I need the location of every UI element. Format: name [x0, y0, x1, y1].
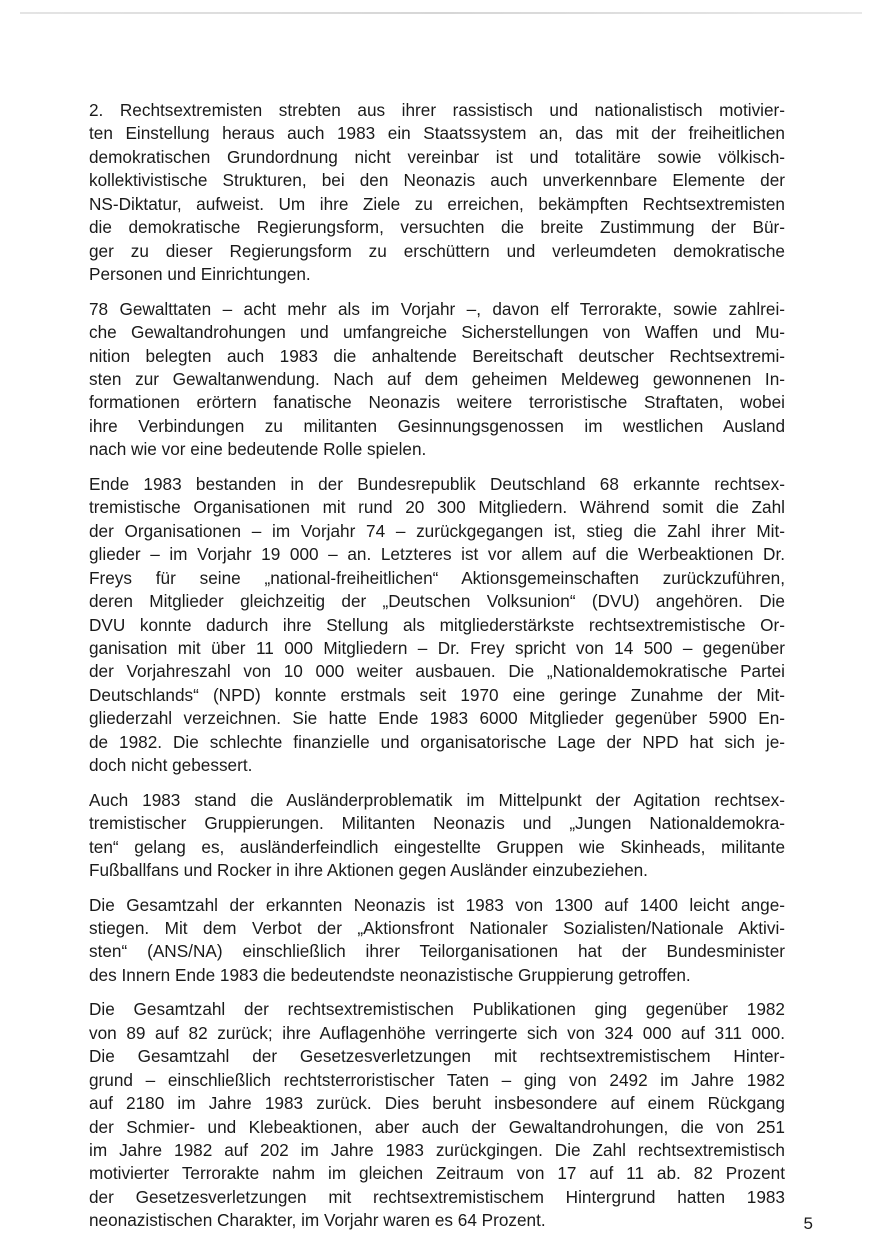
text-line: im Jahre 1982 auf 202 im Jahre 1983 zurückgingen. Die Zahl rechtsextremistisch — [89, 1140, 785, 1161]
text-line: die demokratische Regierungsform, versuchten die breite Zustimmung der Bür- — [89, 217, 785, 238]
text-line: nition belegten auch 1983 die anhaltende Bereitschaft deutscher Rechtsextremi- — [89, 345, 785, 366]
text-line: grund – einschließlich rechtsterroristischer Taten – ging von 2492 im Jahre 1982 — [89, 1069, 785, 1090]
text-line: DVU konnte dadurch ihre Stellung als mitgliederstärkste rechtsextremistische Or- — [89, 614, 785, 635]
text-line: ihre Verbindungen zu militanten Gesinnungsgenossen im westlichen Ausland — [89, 415, 785, 436]
text-line: Die Gesamtzahl der rechtsextremistischen Publikationen ging gegenüber 1982 — [89, 999, 785, 1020]
text-line: tremistische Organisationen mit rund 20 300 Mitgliedern. Während somit die Zahl — [89, 497, 785, 518]
text-line: Auch 1983 stand die Ausländerproblematik im Mittelpunkt der Agitation rechtsex- — [89, 789, 785, 810]
text-line: ger zu dieser Regierungsform zu erschüttern und verleumdeten demokratische — [89, 240, 785, 261]
text-line: deren Mitglieder gleichzeitig der „Deutschen Volksunion“ (DVU) angehören. Die — [89, 591, 785, 612]
text-line: der Gesetzesverletzungen mit rechtsextremistischem Hintergrund hatten 1983 — [89, 1186, 785, 1207]
text-line: de 1982. Die schlechte finanzielle und organisatorische Lage der NPD hat sich je- — [89, 731, 785, 752]
text-line: doch nicht gebessert. — [89, 755, 253, 776]
document-body — [89, 99, 785, 1244]
text-line: demokratischen Grundordnung nicht vereinbar ist und totalitäre sowie völkisch- — [89, 146, 785, 167]
top-edge-rule — [20, 12, 862, 14]
text-line: sten zur Gewaltanwendung. Nach auf dem geheimen Meldeweg gewonnenen In- — [89, 368, 785, 389]
text-line: der Schmier- und Klebeaktionen, aber auch der Gewaltandrohungen, die von 251 — [89, 1116, 785, 1137]
text-line: Die Gesamtzahl der Gesetzesverletzungen mit rechtsextremistischem Hinter- — [89, 1046, 785, 1067]
text-line: ten Einstellung heraus auch 1983 ein Staatssystem an, das mit der freiheitlichen — [89, 123, 785, 144]
text-line: Personen und Einrichtungen. — [89, 264, 311, 285]
paragraph — [89, 998, 785, 1233]
text-line: tremistischer Gruppierungen. Militanten Neonazis und „Jungen Nationaldemokra- — [89, 813, 785, 834]
paragraph — [89, 99, 785, 287]
text-line: der Vorjahreszahl von 10 000 weiter ausbauen. Die „Nationaldemokratische Partei — [89, 661, 785, 682]
text-line: Deutschlands“ (NPD) konnte erstmals seit 1970 eine geringe Zunahme der Mit- — [89, 684, 785, 705]
text-line: von 89 auf 82 zurück; ihre Auflagenhöhe verringerte sich von 324 000 auf 311 000. — [89, 1022, 785, 1043]
text-line: 2. Rechtsextremisten strebten aus ihrer rassistisch und nationalistisch motivier- — [89, 100, 785, 120]
text-line: neonazistischen Charakter, im Vorjahr waren es 64 Prozent. — [89, 1210, 546, 1231]
paragraph — [89, 298, 785, 462]
text-line: stiegen. Mit dem Verbot der „Aktionsfront Nationaler Sozialisten/Nationale Aktivi- — [89, 917, 785, 938]
text-line: auf 2180 im Jahre 1983 zurück. Dies beruht insbesondere auf einem Rückgang — [89, 1093, 785, 1114]
page-number: 5 — [803, 1214, 813, 1233]
text-line: formationen erörtern fanatische Neonazis weitere terroristische Straftaten, wobei — [89, 392, 785, 413]
text-line: des Innern Ende 1983 die bedeutendste neonazistische Gruppierung getroffen. — [89, 964, 691, 985]
text-line: Fußballfans und Rocker in ihre Aktionen gegen Ausländer einzubeziehen. — [89, 860, 648, 881]
text-line: Ende 1983 bestanden in der Bundesrepublik Deutschland 68 erkannte rechtsex- — [89, 473, 785, 494]
text-line: der Organisationen – im Vorjahr 74 – zurückgegangen ist, stieg die Zahl ihrer Mit- — [89, 520, 785, 541]
text-line: gliederzahl verzeichnen. Sie hatte Ende 1983 6000 Mitglieder gegenüber 5900 En- — [89, 708, 785, 729]
text-line: Die Gesamtzahl der erkannten Neonazis ist 1983 von 1300 auf 1400 leicht ange- — [89, 894, 785, 915]
paragraph — [89, 894, 785, 988]
text-line: Freys für seine „national-freiheitlichen“ Aktionsgemeinschaften zurückzuführen, — [89, 567, 785, 588]
paragraph — [89, 473, 785, 778]
text-line: che Gewaltandrohungen und umfangreiche Sicherstellungen von Waffen und Mu- — [89, 322, 785, 343]
text-line: kollektivistische Strukturen, bei den Neonazis auch unverkennbare Elemente der — [89, 170, 785, 191]
text-line: glieder – im Vorjahr 19 000 – an. Letzteres ist vor allem auf die Werbeaktionen Dr. — [89, 544, 785, 565]
text-line: NS-Diktatur, aufweist. Um ihre Ziele zu erreichen, bekämpften Rechtsextremisten — [89, 193, 785, 214]
text-line: 78 Gewalttaten – acht mehr als im Vorjahr –, davon elf Terrorakte, sowie zahlrei- — [89, 298, 785, 319]
text-line: sten“ (ANS/NA) einschließlich ihrer Teilorganisationen hat der Bundesminister — [89, 941, 785, 962]
text-line: ganisation mit über 11 000 Mitgliedern – Dr. Frey spricht von 14 500 – gegenüber — [89, 637, 785, 658]
text-line: motivierter Terrorakte nahm im gleichen Zeitraum von 17 auf 11 ab. 82 Prozent — [89, 1163, 785, 1184]
paragraph — [89, 789, 785, 883]
text-line: nach wie vor eine bedeutende Rolle spielen. — [89, 439, 427, 460]
text-line: ten“ gelang es, ausländerfeindlich eingestellte Gruppen wie Skinheads, militante — [89, 836, 785, 857]
